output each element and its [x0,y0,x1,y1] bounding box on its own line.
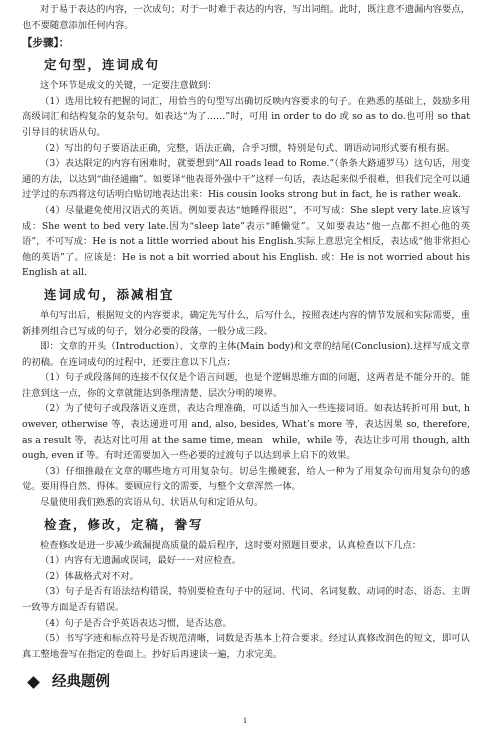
steps-label: 【步骤】： [22,37,70,50]
section-title [26,672,470,692]
s3-paragraph-6: （5）书写字迹和标点符号是否规范清晰，词数是否基本上符合要求。经过认真修改润色的短文，即可认真工整地誊写在指定的卷面上。抄好后再速读一遍，力求完美。 [22,633,470,660]
s2-paragraph-3: （1）句子或段落间的连接不仅仅是个语言问题，也是个逻辑思维方面的问题，这两者是不能分开的。能注意到这一点，你的文章就能达到条理清楚、层次分明的境界。 [22,372,470,399]
s3-paragraph-5: （4）句子是否合乎英语表达习惯，是否达意。 [40,617,232,629]
s3-paragraph-4: （3）句子是否有语法结构错误，特别要检查句子中的冠词、代词、名词复数、动词的时态、语态、主谓一致等方面是否有错误。 [22,586,470,613]
section-title-text: 经典题例 [52,674,110,691]
s1-paragraph-5: （4）尽量避免使用汉语式的英语。例如要表达“她睡得很迟”，不可写成：She slept very late.应该写成：She went to bed very late.因为“sleep late”表示“睡懒觉”。又如要表达“他一点都不担心他的英语”，不可写成：He is not a little worried about his English.实际上意思完全相反，表达成“他非常担心他的英语”了。应该是：He is not a bit worried about his English. 或：He is not worried about his English at all. [22,204,470,279]
heading-revise-finalize: 检查，修改，定稿，誊写 [44,516,204,532]
s1-paragraph-2: （1）选用比较有把握的词汇，用恰当的句型写出确切反映内容要求的句子。在熟悉的基础上，鼓励多用高级词汇和结构复杂的复杂句。如表达“为了……”时，可用 in order to do 或 so as to do.也可用 so that 引导目的状语从句。 [22,95,470,138]
s3-paragraph-2: （1）内容有无遗漏或误词，最好一一对应检查。 [40,555,242,567]
s1-paragraph-3: （2）写出的句子要语法正确，完整，语法正确，合乎习惯，特别是句式、谓语动词形式要有根有据。 [40,142,455,154]
s2-paragraph-4: （2）为了使句子或段落语义连贯，表达合理准确，可以适当加入一些连接词语。如表达转折可用 but, however, otherwise 等，表达递进可用 and, also, besides, What’s more 等，表达因果 so, therefore, as a result 等，表达对比可用 at the same time, mean while，while 等，表达让步可用 though, although, even if 等。有时还需要加入一些必要的过渡句子以达到承上启下的效果。 [22,403,470,462]
s3-paragraph-3: （2）体裁格式对不对。 [40,570,139,582]
page-number: 1 [242,715,248,725]
s2-paragraph-1: 单句写出后，根据短文的内容要求，确定先写什么，后写什么，按照表述内容的情节发展和实际需要，重新排列组合已写成的句子，划分必要的段落，一般分成三段。 [22,309,470,337]
document-page [0,2,490,733]
s1-paragraph-1: 这个环节是成文的关键，一定要注意做到： [40,80,217,92]
s3-paragraph-1: 检查修改是进一步减少疏漏提高质量的最后程序，这时要对照题目要求，认真检查以下几点： [40,539,422,551]
s2-paragraph-6: 尽量使用我们熟悉的宾语从句、状语从句和定语从句。 [40,497,264,509]
s1-paragraph-4: （3）表达限定的内容有困难时，就要想到“All roads lead to Rome.”（条条大路通罗马）这句话，用变通的方法，以达到“曲径通幽”。如要译“他表哥外强中干”这样一句话，表达起来似乎很难，但我们完全可以通过学过的东西将这句话明白贴切地表达出来：His cousin looks strong but in fact, he is rather weak. [22,158,470,201]
heading-linking-sentences: 连词成句，添减相宜 [44,286,175,302]
intro-paragraph: 对于易于表达的内容，一次成句；对于一时难于表达的内容，写出词组。此时，既注意不遗漏内容要点，也不要随意添加任何内容。 [22,4,470,31]
diamond-bullet-icon [27,676,40,689]
s2-paragraph-2: 即：文章的开头（Introduction）、文章的主体(Main body)和文章的结尾(Conclusion).这样写成文章的初稿。在连词成句的过程中，还要注意以下几点： [22,341,470,368]
s2-paragraph-5: （3）仔细推敲在文章的哪些地方可用复杂句。切忌生搬硬套，给人一种为了用复杂句而用复杂句的感觉。要用得自然、得体。要顾应行文的需要，与整个文章浑然一体。 [22,465,470,493]
heading-sentence-patterns: 定句型，连词成句 [44,57,161,73]
